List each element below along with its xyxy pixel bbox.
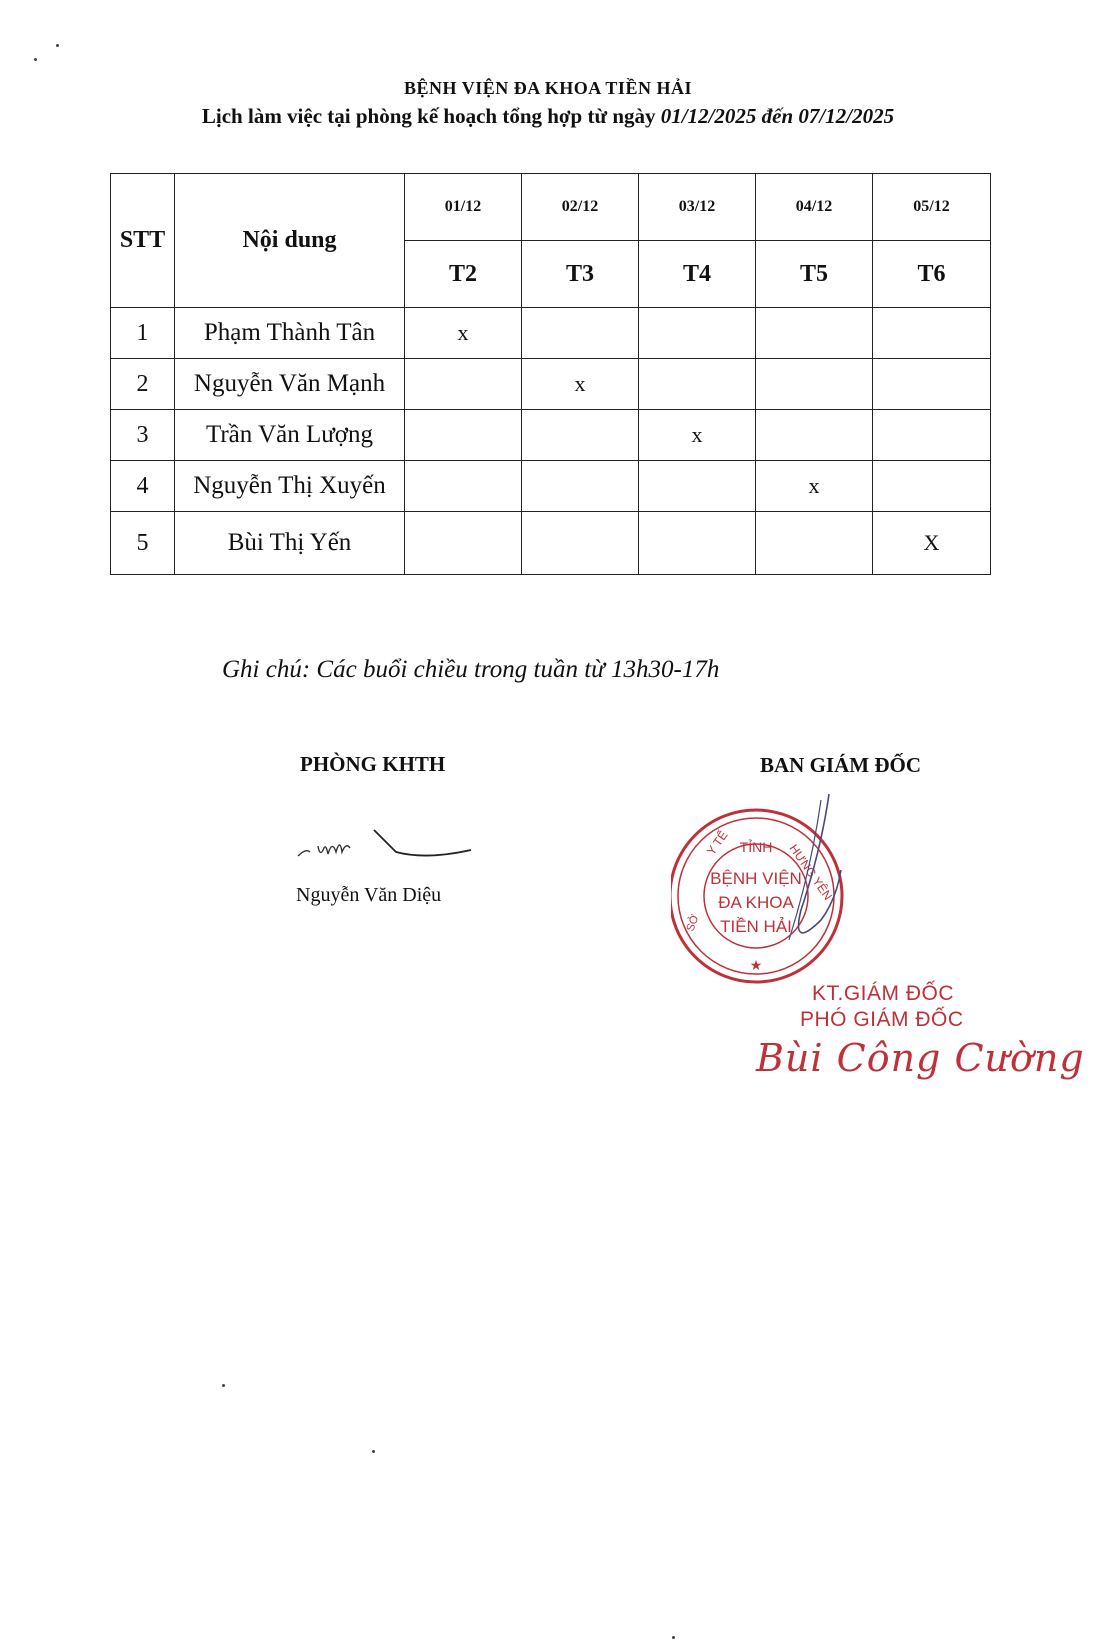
schedule-mark xyxy=(756,512,873,575)
schedule-mark xyxy=(873,308,991,359)
document-title xyxy=(0,104,1096,129)
row-name: Bùi Thị Yến xyxy=(175,512,405,575)
handwritten-signature-left xyxy=(296,818,486,868)
schedule-mark xyxy=(756,308,873,359)
signer-role-line-1: KT.GIÁM ĐỐC xyxy=(812,982,955,1005)
schedule-mark xyxy=(873,410,991,461)
scan-speck xyxy=(56,44,59,47)
table-header-row-dates xyxy=(111,174,991,241)
schedule-note: Ghi chú: Các buổi chiều trong tuần từ 13h30-17h xyxy=(222,656,720,683)
signer-name-script: Bùi Công Cường xyxy=(756,1036,1085,1080)
schedule-mark xyxy=(639,308,756,359)
scan-speck xyxy=(672,1636,675,1639)
schedule-mark: X xyxy=(873,512,991,575)
row-stt: 1 xyxy=(111,308,175,359)
title-dates: 01/12/2025 đến 07/12/2025 xyxy=(660,104,895,128)
row-name: Phạm Thành Tân xyxy=(175,308,405,359)
row-name: Nguyễn Thị Xuyến xyxy=(175,461,405,512)
column-header-date: 02/12 xyxy=(522,174,639,241)
seal-left-text: Y TẾ xyxy=(703,828,731,858)
schedule-table xyxy=(110,173,991,575)
table-row xyxy=(111,512,991,575)
row-stt: 3 xyxy=(111,410,175,461)
column-header-day: T2 xyxy=(405,241,522,308)
schedule-mark xyxy=(522,461,639,512)
schedule-mark: x xyxy=(756,461,873,512)
seal-line-1: BỆNH VIỆN xyxy=(710,869,802,888)
organization-name: BỆNH VIỆN ĐA KHOA TIỀN HẢI xyxy=(404,78,692,98)
seal-star-icon: ★ xyxy=(749,957,763,973)
schedule-mark: x xyxy=(639,410,756,461)
official-seal-stamp xyxy=(671,790,851,990)
schedule-mark xyxy=(756,410,873,461)
schedule-mark xyxy=(522,410,639,461)
schedule-mark xyxy=(405,461,522,512)
column-header-date: 05/12 xyxy=(873,174,991,241)
title-prefix: Lịch làm việc tại phòng kế hoạch tổng hợp từ ngày xyxy=(201,104,656,128)
table-row xyxy=(111,308,991,359)
schedule-mark xyxy=(639,512,756,575)
left-signature-title: PHÒNG KHTH xyxy=(300,752,446,776)
schedule-mark: x xyxy=(405,308,522,359)
seal-line-3: TIỀN HẢI xyxy=(720,917,792,936)
row-stt: 2 xyxy=(111,359,175,410)
row-stt: 5 xyxy=(111,512,175,575)
column-header-day: T6 xyxy=(873,241,991,308)
table-row xyxy=(111,359,991,410)
schedule-mark xyxy=(756,359,873,410)
schedule-mark xyxy=(873,359,991,410)
schedule-mark xyxy=(522,512,639,575)
column-header-day: T4 xyxy=(639,241,756,308)
schedule-mark xyxy=(639,461,756,512)
scan-speck xyxy=(34,58,37,61)
seal-line-2: ĐA KHOA xyxy=(718,893,794,912)
column-header-date: 04/12 xyxy=(756,174,873,241)
schedule-mark xyxy=(405,512,522,575)
seal-top-text: TỈNH xyxy=(739,839,773,855)
column-header-content: Nội dung xyxy=(175,174,405,308)
scan-speck xyxy=(372,1450,375,1453)
row-name: Nguyễn Văn Mạnh xyxy=(175,359,405,410)
seal-bottom-left-text: SỞ xyxy=(684,913,702,934)
schedule-mark xyxy=(405,359,522,410)
table-row xyxy=(111,461,991,512)
column-header-date: 01/12 xyxy=(405,174,522,241)
signer-role-line-2: PHÓ GIÁM ĐỐC xyxy=(800,1008,964,1031)
row-stt: 4 xyxy=(111,461,175,512)
column-header-day: T3 xyxy=(522,241,639,308)
row-name: Trần Văn Lượng xyxy=(175,410,405,461)
schedule-mark: x xyxy=(522,359,639,410)
table-row xyxy=(111,410,991,461)
schedule-mark xyxy=(522,308,639,359)
schedule-mark xyxy=(405,410,522,461)
column-header-stt: STT xyxy=(111,174,175,308)
scan-speck xyxy=(222,1384,225,1387)
seal-right-text: HƯNG YÊN xyxy=(786,841,836,903)
left-signatory-name: Nguyễn Văn Diệu xyxy=(296,884,442,906)
column-header-day: T5 xyxy=(756,241,873,308)
right-signature-title: BAN GIÁM ĐỐC xyxy=(760,753,921,777)
column-header-date: 03/12 xyxy=(639,174,756,241)
schedule-mark xyxy=(639,359,756,410)
schedule-mark xyxy=(873,461,991,512)
